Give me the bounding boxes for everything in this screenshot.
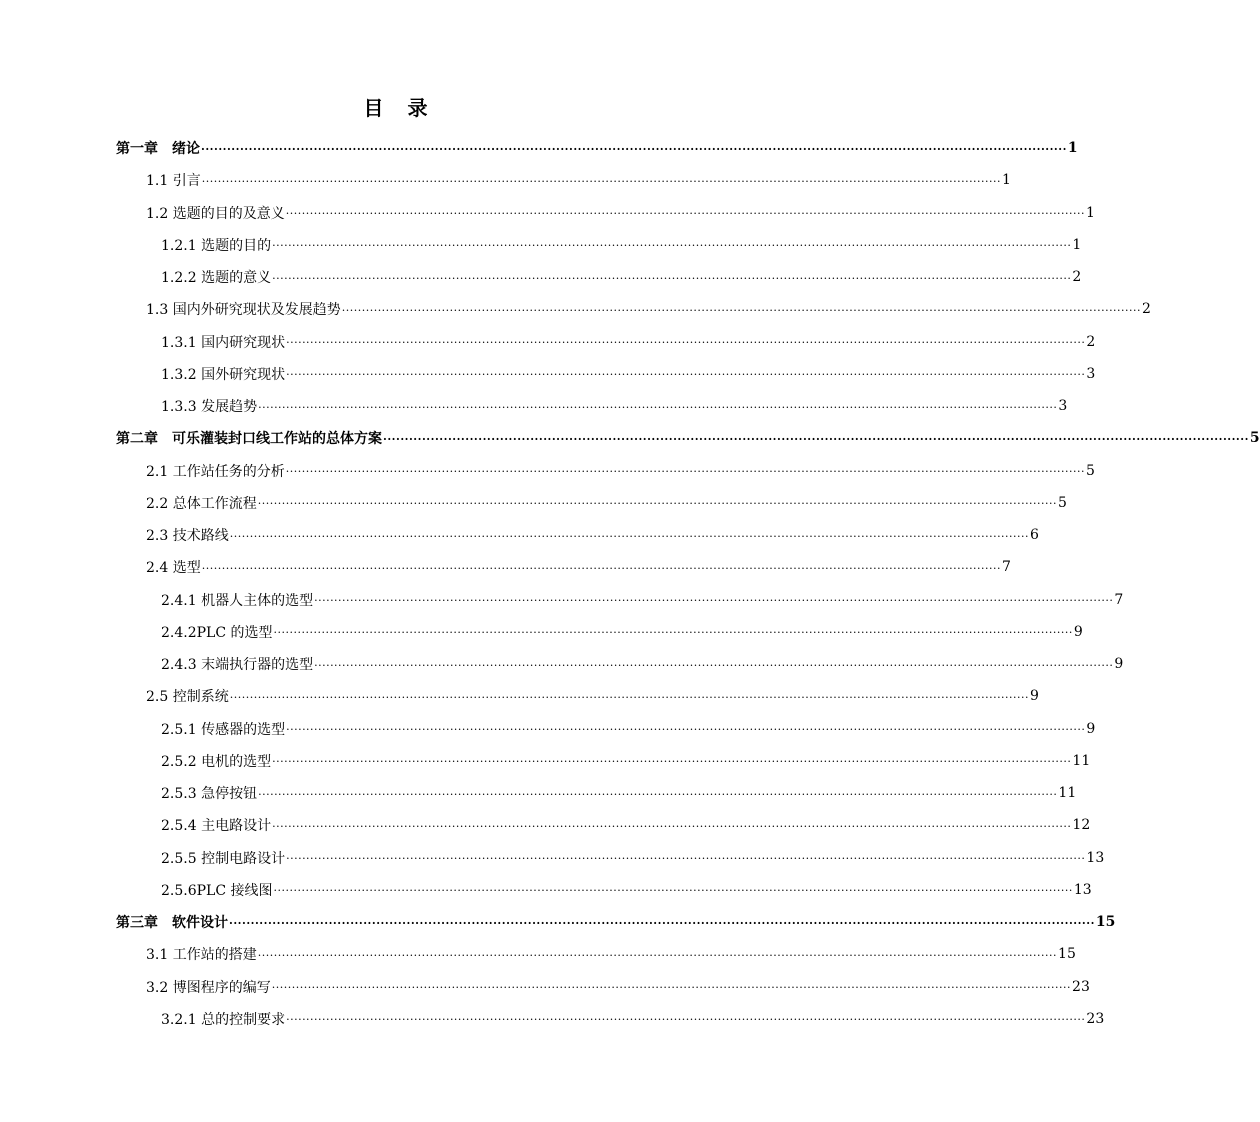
toc-entry bbox=[161, 229, 1082, 261]
toc-entry-page-number: 15 bbox=[1058, 946, 1076, 963]
toc-leader-dots: ········································································································································································································ bbox=[229, 916, 1095, 930]
toc-leader-dots: ········································································································································································································ bbox=[314, 594, 1114, 607]
toc-leader-dots: ········································································································································································································ bbox=[286, 852, 1086, 865]
toc-entry-page-number: 1 bbox=[1086, 204, 1095, 221]
toc-entry bbox=[146, 519, 1039, 551]
toc-entry-page-number: 23 bbox=[1086, 1010, 1105, 1027]
toc-leader-dots: ········································································································································································································ bbox=[273, 884, 1073, 898]
toc-entry bbox=[161, 390, 1068, 422]
toc-leader-dots: ········································································································································································································ bbox=[257, 948, 1058, 962]
toc-entry-page-number: 9 bbox=[1030, 688, 1039, 705]
toc-entry bbox=[161, 648, 1124, 680]
toc-entry-page-number: 11 bbox=[1058, 785, 1077, 801]
toc-entry-page-number: 2 bbox=[1086, 333, 1096, 350]
toc-leader-dots: ········································································································································································································ bbox=[271, 981, 1072, 994]
toc-entry-page-number: 5 bbox=[1086, 462, 1095, 479]
toc-entry bbox=[161, 809, 1091, 841]
toc-leader-dots: ········································································································································································································ bbox=[229, 529, 1030, 543]
toc-leader-dots: ········································································································································································································ bbox=[258, 787, 1058, 801]
toc-entry bbox=[161, 745, 1091, 777]
toc-entry-title: 3.2.1 总的控制要求 bbox=[161, 1011, 286, 1028]
toc-entry bbox=[146, 680, 1039, 712]
toc-entry-title: 2.2 总体工作流程 bbox=[146, 495, 257, 512]
toc-entry-page-number: 6 bbox=[1030, 527, 1039, 543]
toc-leader-dots: ········································································································································································································ bbox=[341, 303, 1142, 317]
toc-leader-dots: ········································································································································································································ bbox=[201, 561, 1002, 575]
toc-leader-dots: ········································································································································································································ bbox=[285, 465, 1086, 478]
toc-leader-dots: ········································································································································································································ bbox=[272, 755, 1072, 769]
toc-entry-page-number: 3 bbox=[1086, 365, 1096, 382]
toc-entry bbox=[161, 874, 1092, 906]
toc-entry-page-number: 23 bbox=[1072, 978, 1090, 995]
toc-entry-title: 2.5.1 传感器的选型 bbox=[161, 721, 286, 738]
toc-entry-page-number: 1 bbox=[1067, 140, 1078, 156]
toc-leader-dots: ········································································································································································································ bbox=[258, 400, 1058, 414]
toc-entry bbox=[161, 1003, 1105, 1035]
toc-entry bbox=[146, 293, 1151, 325]
toc-entry bbox=[161, 326, 1096, 358]
toc-entry-title: 2.4.3 末端执行器的选型 bbox=[161, 657, 314, 673]
toc-entry bbox=[116, 422, 1260, 454]
toc-entry-title: 3.2 博图程序的编写 bbox=[146, 979, 271, 996]
toc-entry-title: 2.5.5 控制电路设计 bbox=[161, 850, 286, 867]
toc-entry-title: 1.2 选题的目的及意义 bbox=[146, 205, 285, 222]
toc-entry-page-number: 3 bbox=[1058, 398, 1068, 414]
toc-entry-title: 1.2.2 选题的意义 bbox=[161, 270, 272, 286]
toc-entry-page-number: 5 bbox=[1249, 430, 1260, 447]
toc-entry-title: 2.4 选型 bbox=[146, 560, 201, 577]
toc-entry-title: 1.1 引言 bbox=[146, 173, 201, 190]
toc-entry-page-number: 12 bbox=[1072, 817, 1091, 834]
toc-entry-title: 2.4.1 机器人主体的选型 bbox=[161, 592, 314, 609]
toc-leader-dots: ········································································································································································································ bbox=[286, 723, 1086, 736]
page-title: 目 录 bbox=[363, 96, 430, 120]
toc-entry bbox=[161, 777, 1077, 809]
toc-leader-dots: ········································································································································································································ bbox=[201, 174, 1002, 188]
toc-leader-dots: ········································································································································································································ bbox=[286, 368, 1086, 382]
toc-entry bbox=[146, 938, 1076, 970]
toc-entry-title: 第二章 可乐灌装封口线工作站的总体方案 bbox=[116, 431, 382, 448]
toc-entry-page-number: 2 bbox=[1072, 269, 1082, 285]
toc-leader-dots: ········································································································································································································ bbox=[286, 1013, 1086, 1027]
toc-entry-title: 第三章 软件设计 bbox=[116, 915, 228, 931]
toc-leader-dots: ········································································································································································································ bbox=[201, 142, 1067, 156]
toc-entry-title: 2.1 工作站任务的分析 bbox=[146, 463, 285, 480]
toc-entry bbox=[146, 197, 1095, 229]
toc-entry bbox=[116, 132, 1078, 164]
toc-leader-dots: ········································································································································································································ bbox=[273, 626, 1073, 640]
toc-entry-page-number: 1 bbox=[1072, 236, 1082, 253]
toc-entry-title: 2.5.3 急停按钮 bbox=[161, 786, 258, 802]
toc-entry-page-number: 13 bbox=[1073, 881, 1092, 898]
toc-leader-dots: ········································································································································································································ bbox=[286, 336, 1086, 349]
toc-entry bbox=[146, 455, 1095, 487]
toc-entry-title: 1.3.2 国外研究现状 bbox=[161, 366, 286, 383]
toc-entry bbox=[161, 713, 1096, 745]
toc-leader-dots: ········································································································································································································ bbox=[272, 239, 1072, 253]
toc-leader-dots: ········································································································································································································ bbox=[257, 497, 1058, 511]
toc-entry bbox=[146, 971, 1090, 1003]
toc-entry bbox=[161, 261, 1082, 293]
toc-leader-dots: ········································································································································································································ bbox=[229, 690, 1030, 704]
toc-entry bbox=[146, 164, 1011, 196]
toc-entry-title: 2.5 控制系统 bbox=[146, 689, 229, 706]
toc-entry-title: 2.5.6PLC 接线图 bbox=[161, 882, 273, 899]
toc-entry-title: 3.1 工作站的搭建 bbox=[146, 947, 257, 964]
toc-entry-title: 第一章 绪论 bbox=[116, 141, 200, 157]
toc-entry-page-number: 11 bbox=[1072, 752, 1091, 769]
toc-entry-title: 1.2.1 选题的目的 bbox=[161, 237, 272, 254]
toc-entry bbox=[161, 584, 1124, 616]
toc-entry-title: 2.5.2 电机的选型 bbox=[161, 753, 272, 770]
toc-entry bbox=[161, 358, 1096, 390]
toc-entry-title: 2.4.2PLC 的选型 bbox=[161, 624, 273, 641]
toc-leader-dots: ········································································································································································································ bbox=[285, 207, 1086, 220]
toc-leader-dots: ········································································································································································································ bbox=[272, 271, 1072, 285]
toc-entry-page-number: 13 bbox=[1086, 849, 1105, 866]
toc-entry-title: 1.3.3 发展趋势 bbox=[161, 399, 258, 415]
toc-entry bbox=[146, 487, 1067, 519]
toc-entry-title: 1.3 国内外研究现状及发展趋势 bbox=[146, 302, 341, 319]
toc-entry-page-number: 7 bbox=[1114, 591, 1124, 608]
toc-entry-page-number: 1 bbox=[1002, 172, 1011, 189]
toc-entry-page-number: 7 bbox=[1002, 559, 1011, 576]
toc-entry-page-number: 2 bbox=[1142, 301, 1151, 318]
toc-entry-title: 1.3.1 国内研究现状 bbox=[161, 334, 286, 351]
toc-entry-page-number: 15 bbox=[1095, 914, 1116, 930]
toc-entry bbox=[146, 551, 1011, 583]
toc-leader-dots: ········································································································································································································ bbox=[314, 658, 1114, 672]
toc-entry-page-number: 9 bbox=[1073, 623, 1083, 640]
toc-entry-title: 2.5.4 主电路设计 bbox=[161, 818, 272, 835]
toc-entry-title: 2.3 技术路线 bbox=[146, 528, 229, 544]
toc-entry-page-number: 9 bbox=[1114, 656, 1124, 672]
toc-entry-page-number: 9 bbox=[1086, 720, 1096, 737]
toc-entry bbox=[161, 842, 1105, 874]
toc-leader-dots: ········································································································································································································ bbox=[272, 819, 1072, 833]
toc-entry bbox=[116, 906, 1116, 938]
toc-entry bbox=[161, 616, 1083, 648]
toc-entry-page-number: 5 bbox=[1058, 494, 1067, 511]
toc-leader-dots: ········································································································································································································ bbox=[383, 432, 1249, 446]
